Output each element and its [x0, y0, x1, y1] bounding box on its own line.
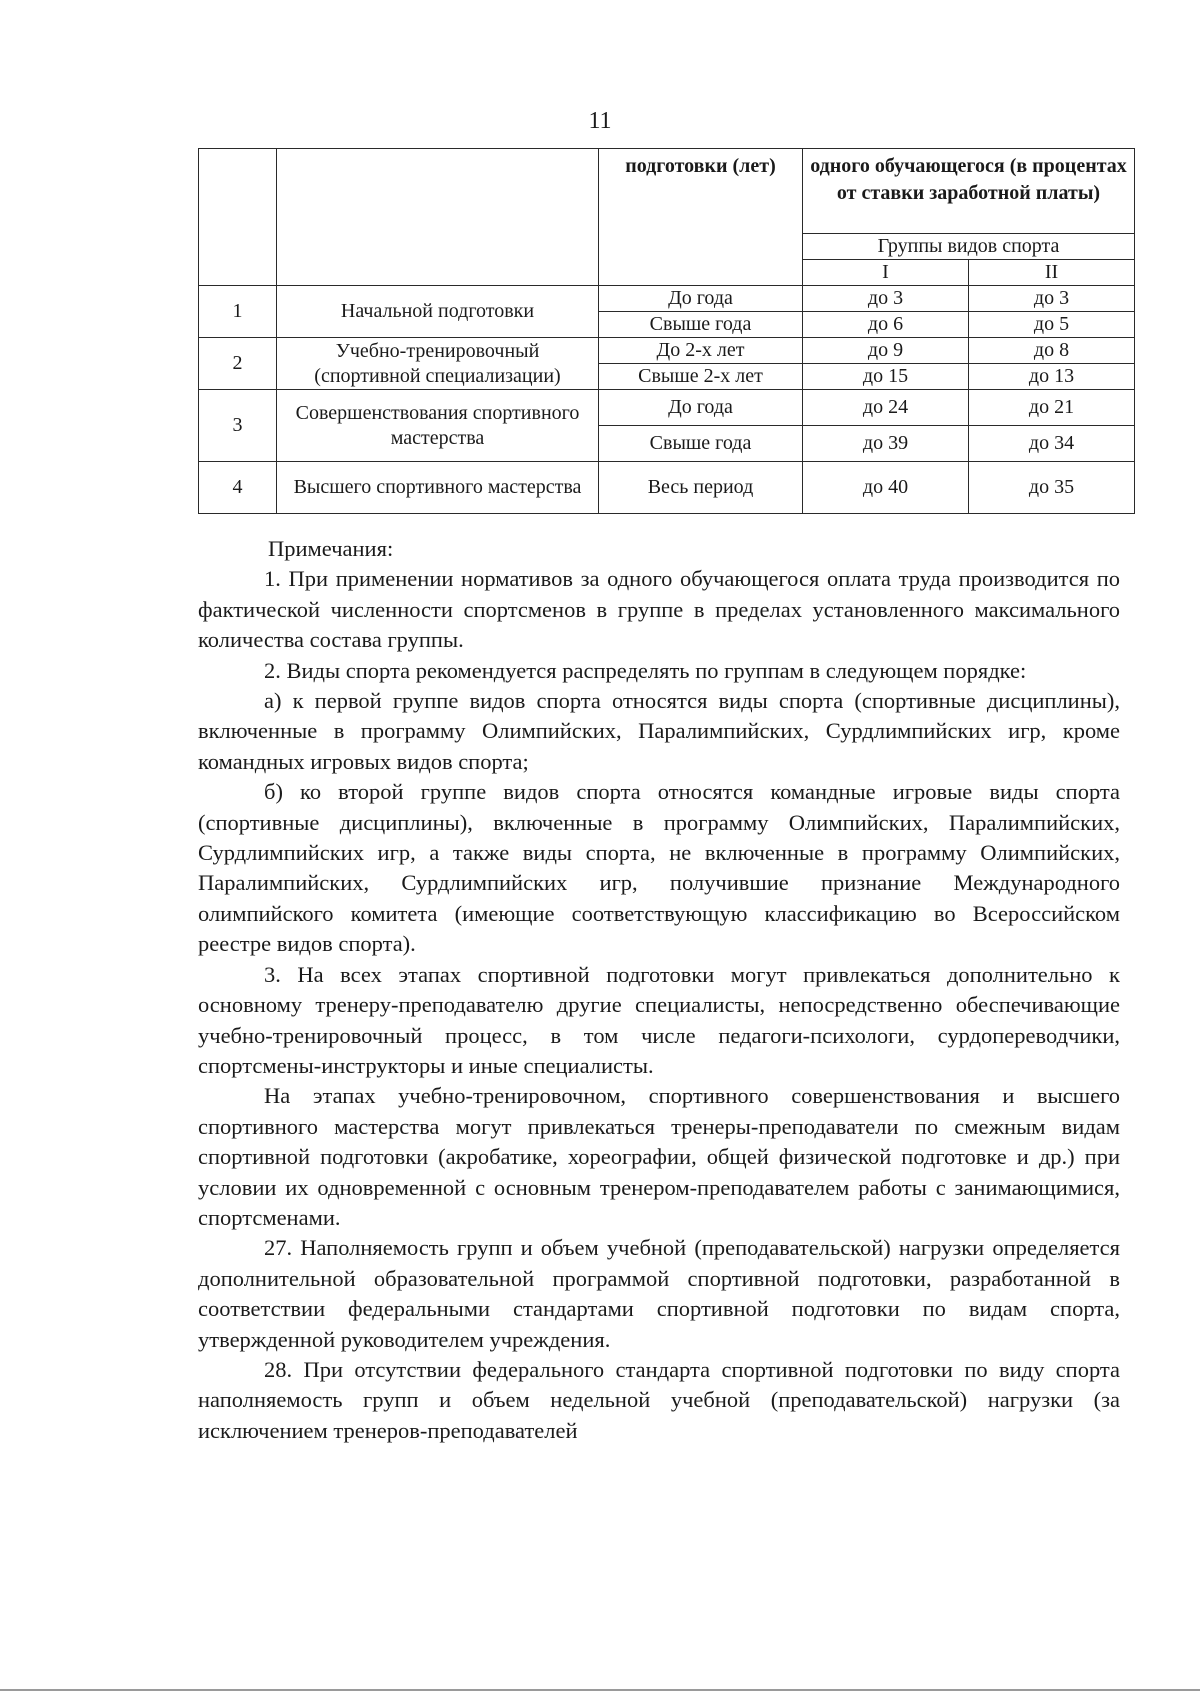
num-cell: 4 — [199, 462, 277, 514]
num-cell: 3 — [199, 390, 277, 462]
group-2-cell: до 35 — [969, 462, 1135, 514]
stage-header-cell — [277, 149, 599, 286]
note-paragraph: 3. На всех этапах спортивной подготовки могут привлекаться дополнительно к основному тренеру-преподавателю другие специалисты, непосредственно обеспечивающие учебно-тренировочный процесс, в том числе педагоги-психологи, сурдопереводчики, спортсмены-инструкторы и иные специалисты. — [198, 961, 1120, 1078]
table-row — [199, 390, 1135, 426]
notes-heading: Примечания: — [268, 536, 394, 561]
duration-cell: Свыше года — [599, 426, 803, 462]
group-2-cell: до 8 — [969, 338, 1135, 364]
group-2-cell: до 5 — [969, 312, 1135, 338]
table-header-row — [199, 149, 1135, 234]
stage-cell: Совершенствования спортивного мастерства — [277, 390, 599, 462]
num-cell: 1 — [199, 286, 277, 338]
duration-cell: Свыше 2-х лет — [599, 364, 803, 390]
note-paragraph: 1. При применении нормативов за одного обучающегося оплата труда производится по фактической численности спортсменов в группе в пределах установленного максимального количества состава группы. — [198, 566, 1120, 653]
bottom-rule — [0, 1689, 1200, 1691]
group-1-cell: до 3 — [803, 286, 969, 312]
table-row — [199, 462, 1135, 514]
group-1-cell: до 39 — [803, 426, 969, 462]
stage-cell: Высшего спортивного мастерства — [277, 462, 599, 514]
duration-cell: Свыше года — [599, 312, 803, 338]
duration-cell: До года — [599, 390, 803, 426]
group-1-cell: до 6 — [803, 312, 969, 338]
group-1-cell: до 15 — [803, 364, 969, 390]
group-2-cell: до 34 — [969, 426, 1135, 462]
rate-header-cell: одного обучающегося (в процентах от ставки заработной платы) — [803, 149, 1135, 234]
note-paragraph: На этапах учебно-тренировочном, спортивного совершенствования и высшего спортивного мастерства могут привлекаться тренеры-преподаватели по смежным видам спортивной подготовки (акробатике, хореографии, общей физической подготовке и др.) при условии их одновременной с основным тренером-преподавателем работы с занимающимися, спортсменами. — [198, 1083, 1120, 1230]
group-1-header-cell: I — [803, 260, 969, 286]
note-paragraph: а) к первой группе видов спорта относятся виды спорта (спортивные дисциплины), включенные в программу Олимпийских, Паралимпийских, Сурдлимпийских игр, кроме командных игровых видов спорта; — [198, 688, 1120, 774]
duration-header-cell: подготовки (лет) — [599, 149, 803, 286]
notes-section — [198, 534, 1120, 1446]
group-2-cell: до 13 — [969, 364, 1135, 390]
note-paragraph: 2. Виды спорта рекомендуется распределять по группам в следующем порядке: — [264, 657, 1027, 683]
stage-cell: Учебно-тренировочный (спортивной специализации) — [277, 338, 599, 390]
num-cell: 2 — [199, 338, 277, 390]
group-1-cell: до 24 — [803, 390, 969, 426]
table-row — [199, 338, 1135, 364]
num-header-cell — [199, 149, 277, 286]
group-1-cell: до 9 — [803, 338, 969, 364]
norms-table — [198, 148, 1135, 514]
group-1-cell: до 40 — [803, 462, 969, 514]
note-paragraph: б) ко второй группе видов спорта относятся командные игровые виды спорта (спортивные дисциплины), включенные в программу Олимпийских, Паралимпийских, Сурдлимпийских игр, а также виды спорта, не включенные в программу Олимпийских, Паралимпийских, Сурдлимпийских игр, получившие признание Международного олимпийского комитета (имеющие соответствующую классификацию во Всероссийском реестре видов спорта). — [198, 779, 1120, 957]
duration-cell: До года — [599, 286, 803, 312]
table-row — [199, 286, 1135, 312]
group-2-header-cell: II — [969, 260, 1135, 286]
group-2-cell: до 21 — [969, 390, 1135, 426]
clause-28-paragraph: 28. При отсутствии федерального стандарта спортивной подготовки по виду спорта наполняемость групп и объем недельной учебной (преподавательской) нагрузки (за исключением тренеров-преподавателей — [198, 1356, 1120, 1443]
group-2-cell: до 3 — [969, 286, 1135, 312]
stage-cell: Начальной подготовки — [277, 286, 599, 338]
clause-27-paragraph: 27. Наполняемость групп и объем учебной (преподавательской) нагрузки определяется дополнительной образовательной программой спортивной подготовки, разработанной в соответствии федеральными стандартами спортивной подготовки по видам спорта, утвержденной руководителем учреждения. — [198, 1235, 1120, 1352]
groups-header-cell: Группы видов спорта — [803, 234, 1135, 260]
duration-cell: До 2-х лет — [599, 338, 803, 364]
page-number: 11 — [588, 108, 612, 134]
duration-cell: Весь период — [599, 462, 803, 514]
